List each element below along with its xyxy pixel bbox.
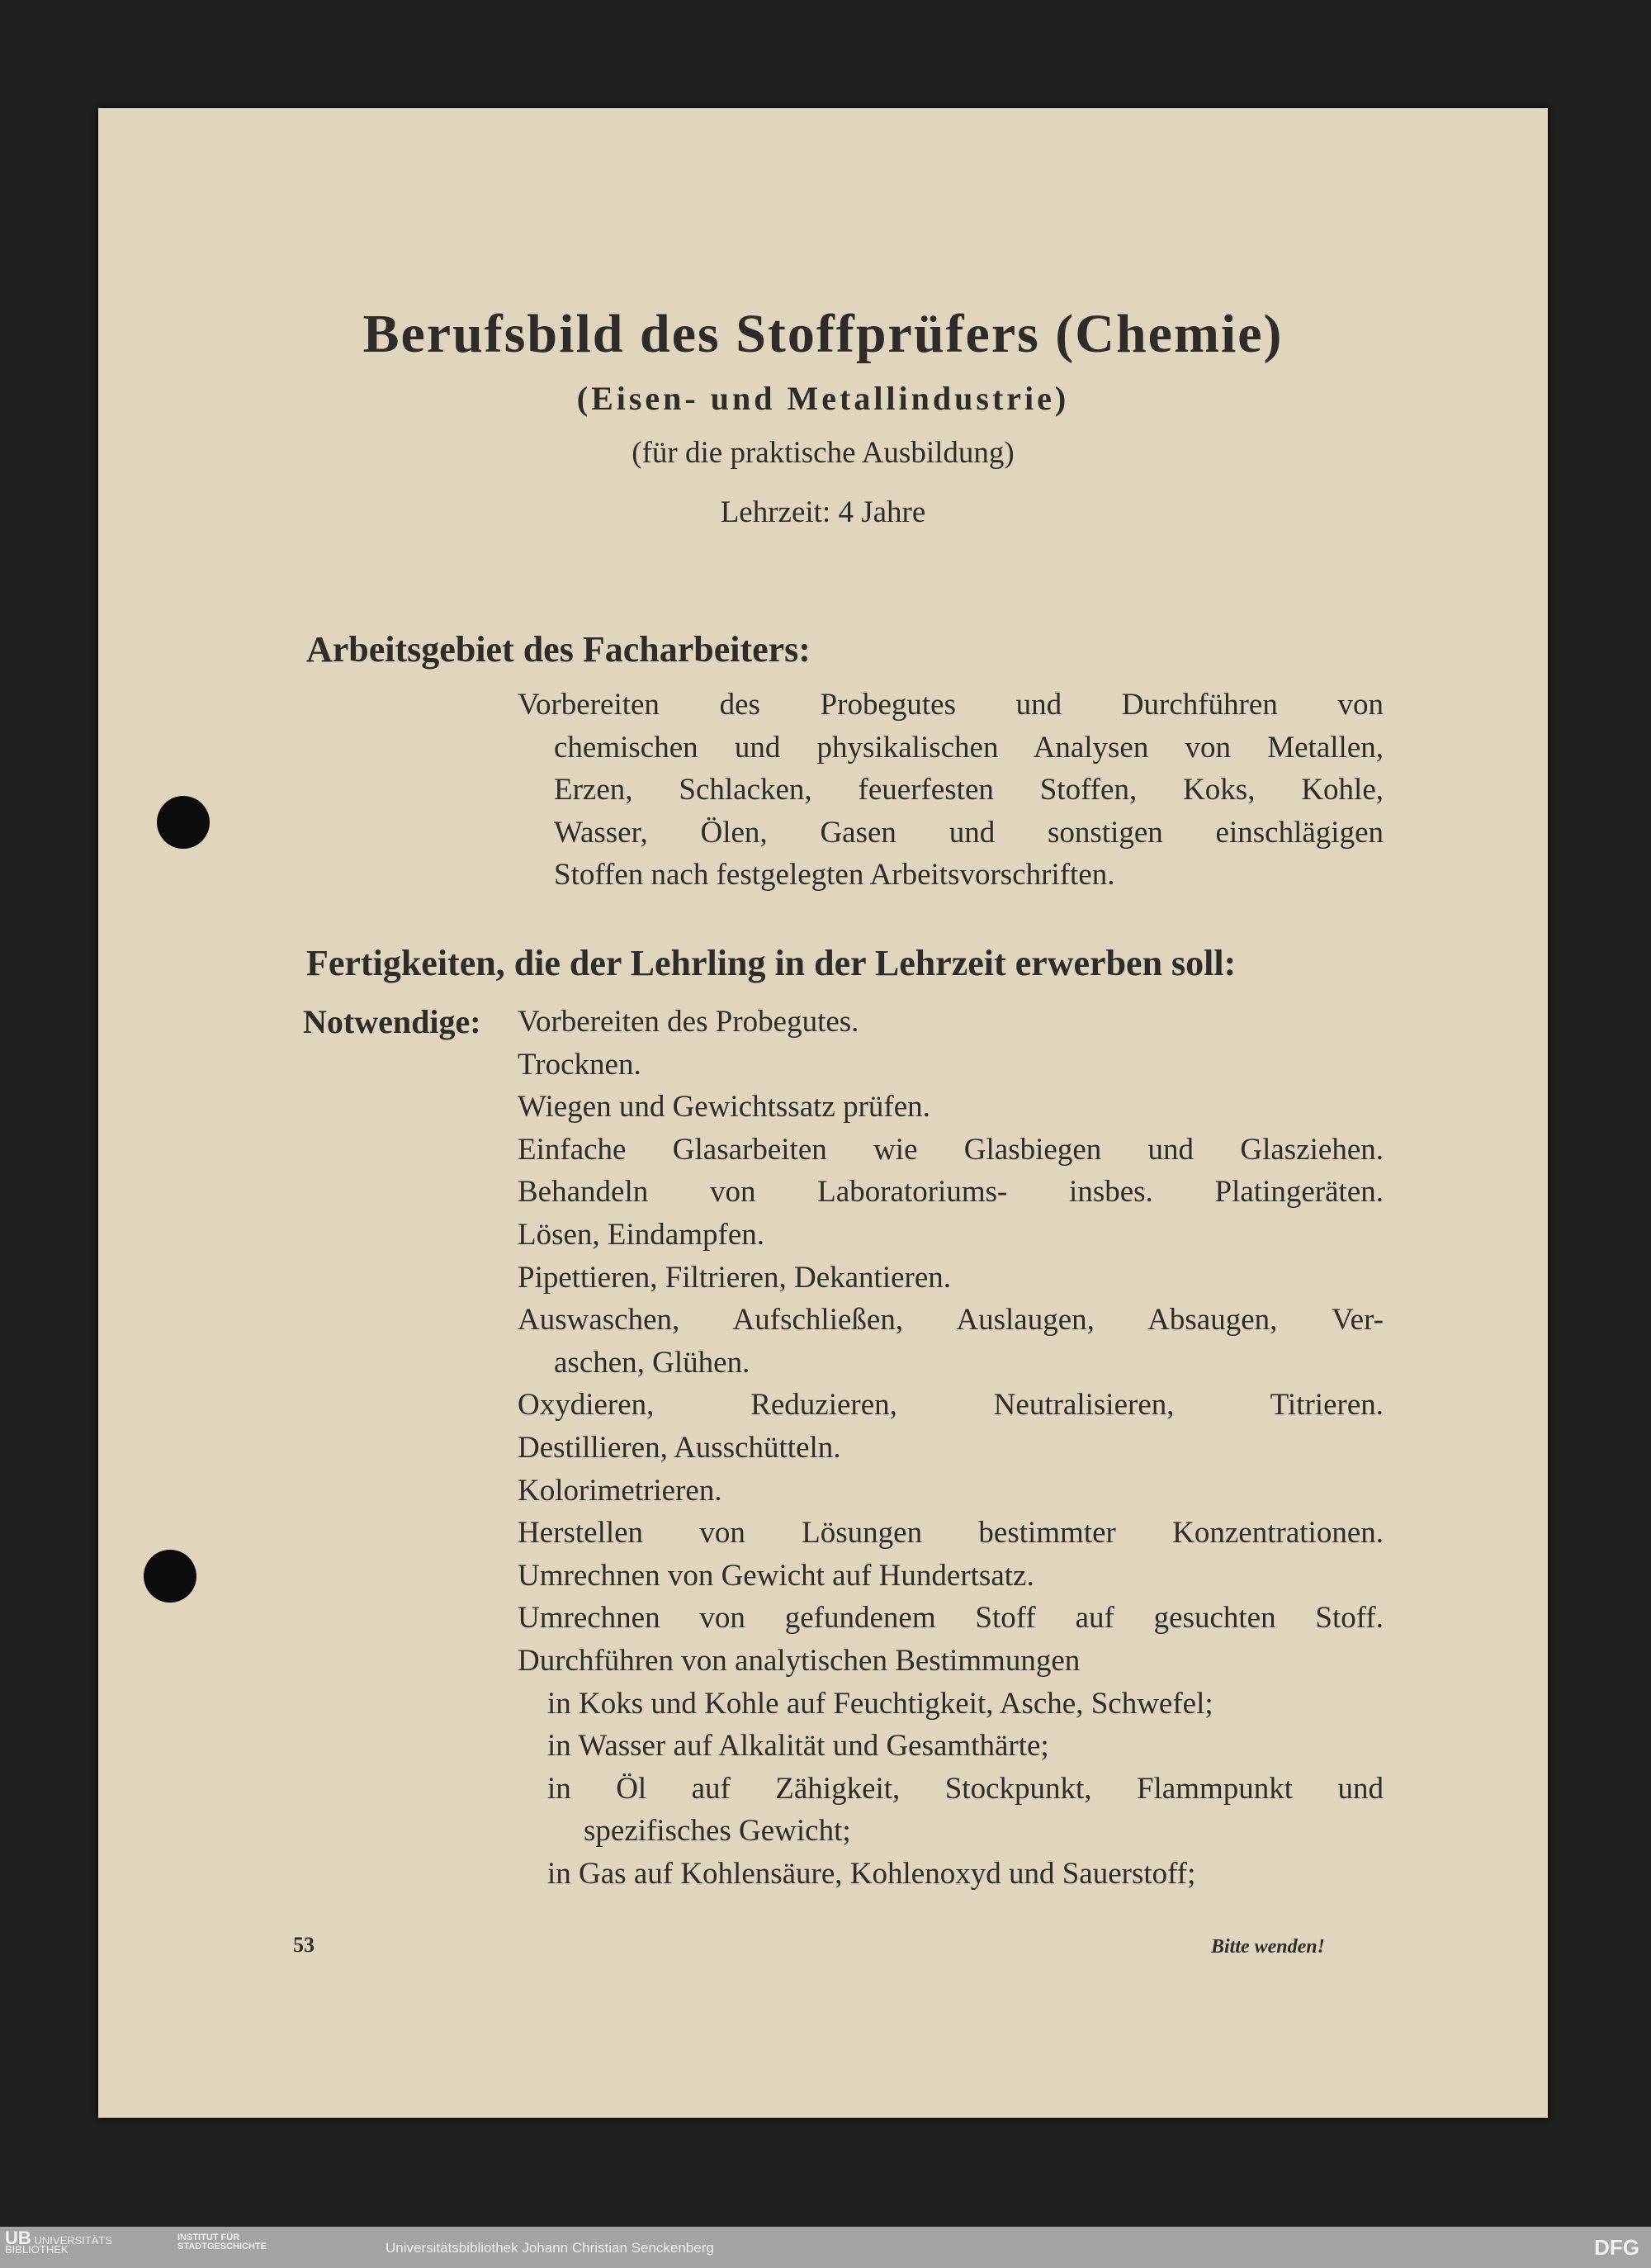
text-line: Umrechnen von gefundenem Stoff auf gesuchten Stoff. bbox=[518, 1601, 1384, 1636]
dfg-logo: DFG bbox=[1594, 2235, 1639, 2260]
punch-hole bbox=[144, 1550, 196, 1603]
text-line: in Öl auf Zähigkeit, Stockpunkt, Flammpunkt und bbox=[547, 1771, 1384, 1806]
text-line: aschen, Glühen. bbox=[554, 1345, 750, 1380]
section-heading-skills: Fertigkeiten, die der Lehrling in der Lehrzeit erwerben soll: bbox=[306, 943, 1237, 983]
footer-bar bbox=[0, 2227, 1651, 2268]
subtitle-practical: (für die praktische Ausbildung) bbox=[632, 436, 1015, 470]
subtitle: (Eisen- und Metallindustrie) bbox=[576, 380, 1070, 417]
text-line: Durchführen von analytischen Bestimmungen bbox=[518, 1644, 1081, 1678]
text-line: Kolorimetrieren. bbox=[518, 1473, 722, 1508]
text-line: chemischen und physikalischen Analysen von Metallen, bbox=[554, 730, 1384, 765]
text-line: spezifisches Gewicht; bbox=[584, 1814, 851, 1849]
text-line: Stoffen nach festgelegten Arbeitsvorschriften. bbox=[554, 858, 1115, 892]
text-line: Vorbereiten des Probegutes. bbox=[518, 1005, 859, 1039]
text-line: in Koks und Kohle auf Feuchtigkeit, Asche, Schwefel; bbox=[547, 1686, 1213, 1721]
punch-hole bbox=[157, 796, 210, 849]
page-number: 53 bbox=[293, 1933, 315, 1957]
text-line: Behandeln von Laboratoriums- insbes. Platingeräten. bbox=[518, 1175, 1384, 1210]
text-line: Oxydieren, Reduzieren, Neutralisieren, Titrieren. bbox=[518, 1388, 1384, 1423]
training-duration: Lehrzeit: 4 Jahre bbox=[720, 495, 926, 529]
isg-logo: INSTITUT FÜR STADTGESCHICHTE bbox=[177, 2232, 267, 2251]
text-line: Wiegen und Gewichtssatz prüfen. bbox=[518, 1090, 930, 1125]
page-title: Berufsbild des Stoffprüfers (Chemie) bbox=[362, 304, 1284, 364]
text-line: Umrechnen von Gewicht auf Hundertsatz. bbox=[518, 1558, 1034, 1593]
document-page bbox=[98, 108, 1548, 2118]
library-name: Universitätsbibliothek Johann Christian Senckenberg bbox=[386, 2240, 714, 2256]
section-heading-work-area: Arbeitsgebiet des Facharbeiters: bbox=[306, 629, 811, 670]
text-line: Destillieren, Ausschütteln. bbox=[518, 1431, 841, 1465]
text-line: Herstellen von Lösungen bestimmter Konzentrationen. bbox=[518, 1516, 1384, 1551]
text-line: Erzen, Schlacken, feuerfesten Stoffen, Koks, Kohle, bbox=[554, 773, 1384, 807]
text-line: Wasser, Ölen, Gasen und sonstigen einschlägigen bbox=[554, 815, 1384, 850]
text-line: Einfache Glasarbeiten wie Glasbiegen und Glasziehen. bbox=[518, 1132, 1384, 1167]
required-label: Notwendige: bbox=[303, 1003, 481, 1040]
turn-page-note: Bitte wenden! bbox=[1210, 1936, 1325, 1958]
text-line: Pipettieren, Filtrieren, Dekantieren. bbox=[518, 1260, 952, 1295]
text-line: Trocknen. bbox=[518, 1047, 641, 1082]
ub-logo: UB UNIVERSITÄTS BIBLIOTHEK bbox=[5, 2228, 113, 2256]
text-line: in Gas auf Kohlensäure, Kohlenoxyd und Sauerstoff; bbox=[547, 1857, 1196, 1891]
text-line: Lösen, Eindampfen. bbox=[518, 1218, 764, 1252]
text-line: in Wasser auf Alkalität und Gesamthärte; bbox=[547, 1729, 1049, 1764]
text-line: Auswaschen, Aufschließen, Auslaugen, Absaugen, Ver- bbox=[518, 1303, 1384, 1338]
text-line: Vorbereiten des Probegutes und Durchführen von bbox=[518, 688, 1384, 722]
